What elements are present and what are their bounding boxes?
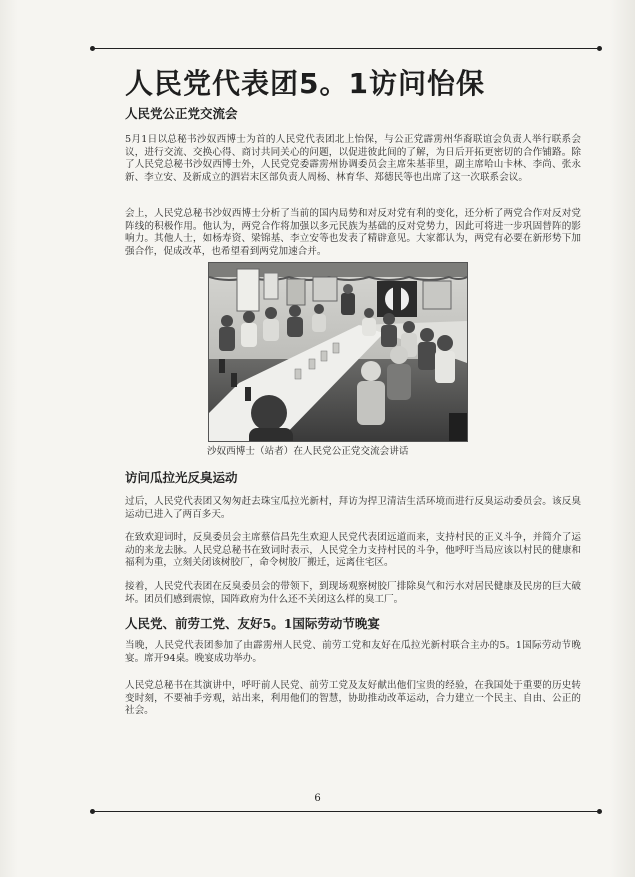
paragraph: 当晚，人民党代表团参加了由霹雳州人民党、前劳工党和友好在瓜拉光新村联合主办的5。1国际劳动节晚宴。席开94桌。晚宴成功举办。 — [125, 640, 581, 664]
paragraph: 人民党总秘书在其演讲中，呼吁前人民党、前劳工党及友好献出他们宝贵的经验，在我国处于重要的历史转变时刻，不要袖手旁观，站出来，利用他们的智慧，协助推动改革运动，合力建立一个民主、自由、公正的社会。 — [125, 680, 581, 717]
paragraph: 在致欢迎词时，反臭委员会主席蔡信昌先生欢迎人民党代表团远道而来，支持村民的正义斗争，并简介了运动的来龙去脉。人民党总秘书在致词时表示，人民党全力支持村民的斗争，他呼吁当局应该以村民的健康和福利为重，立刻关闭该树胶厂，命令树胶厂搬迁，远离住宅区。 — [125, 532, 581, 569]
section-heading-anti-odour: 访问瓜拉光反臭运动 — [125, 470, 238, 485]
meeting-photo — [208, 262, 468, 442]
section-heading-exchange: 人民党公正党交流会 — [125, 106, 238, 121]
page-title: 人民党代表团5。1访问怡保 — [125, 67, 485, 100]
page-number: 6 — [314, 793, 321, 804]
paragraph: 接着，人民党代表团在反臭委员会的带领下，到现场观察树胶厂排除臭气和污水对居民健康及民房的巨大破坏。团员们感到震惊，国阵政府为什么还不关闭这么样的臭工厂。 — [125, 581, 581, 605]
photo-caption: 沙奴西博士（站者）在人民党公正党交流会讲话 — [207, 446, 409, 457]
meeting-photo-graphic — [209, 263, 467, 441]
top-rule — [92, 48, 600, 49]
paragraph: 会上，人民党总秘书沙奴西博士分析了当前的国内局势和对反对党有利的变化，还分析了两党合作对反对党阵线的积极作用。他认为，两党合作将加强以多元民族为基础的反对党势力，因此可将进一步巩固替阵的影响力。其他人士，如杨寿资、梁锦基、李立安等也发表了精辟意见。大家都认为，两党有必要在新形势下加强合作，促成改革，也希望看到两党加速合并。 — [125, 208, 581, 257]
bottom-rule — [92, 811, 600, 812]
paragraph: 5月1日以总秘书沙奴西博士为首的人民党代表团北上怡保，与公正党霹雳州华裔联谊会负责人举行联系会议，进行交流、交换心得、商讨共同关心的问题，以促进彼此间的了解，为日后开拓更密切的合作铺路。除了人民党总秘书沙奴西博士外，人民党党委霹雳州协调委员会主席朱基菲里，副主席哈山卡林、李尚、张永新、李立安、及新成立的泗岩末区部负责人周杨、林育华、郑德民等也出席了这一次联系会议。 — [125, 134, 581, 183]
section-heading-banquet: 人民党、前劳工党、友好5。1国际劳动节晚宴 — [125, 616, 380, 631]
paragraph: 过后，人民党代表团又匆匆赶去珠宝瓜拉光新村，拜访为捍卫清洁生活环境而进行反臭运动委员会。该反臭运动已进入了两百多天。 — [125, 496, 581, 520]
